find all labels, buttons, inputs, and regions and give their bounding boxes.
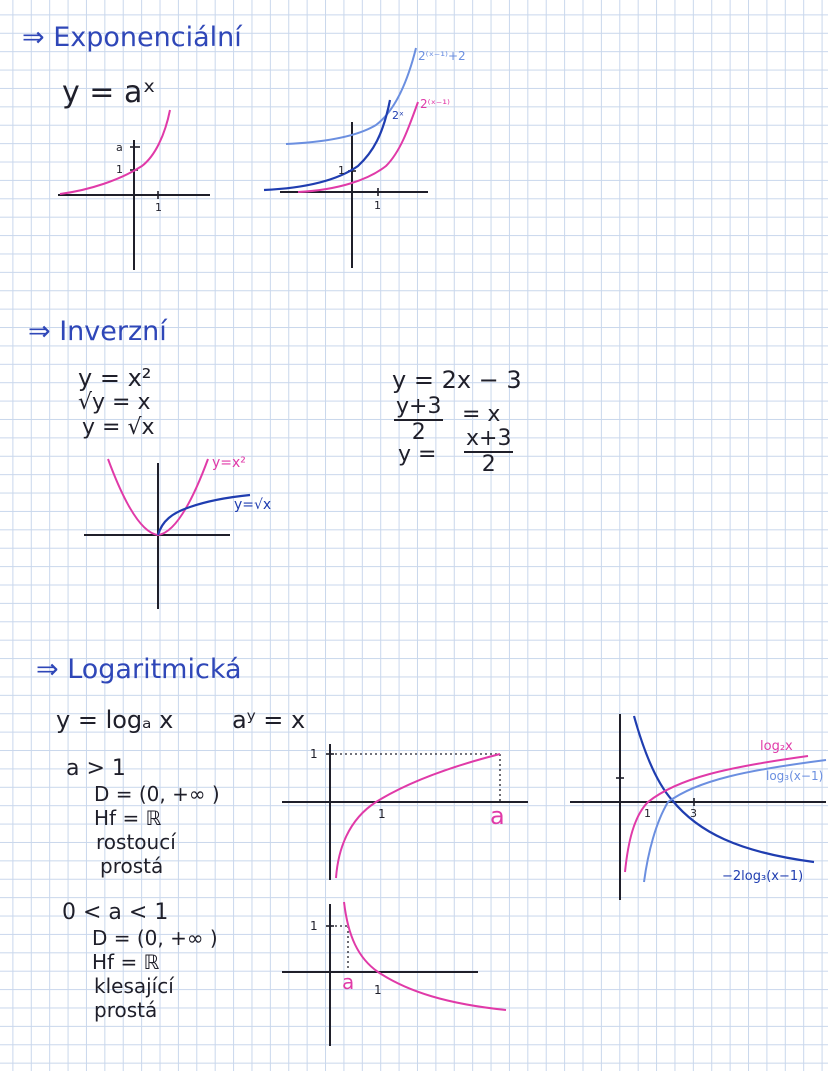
inverse-line-1: y = x² [78,364,152,392]
inverse-fraction-1-num: y+3 [396,394,442,419]
inverse-fraction-2-den: 2 [481,452,496,477]
log-case1-range: Hf = ℝ [94,806,162,830]
log-case1-injective: prostá [100,854,164,878]
section-title-exponential: ⇒ Exponenciální [22,22,242,53]
exponential-graph-basic [50,100,220,275]
inverse-line-2: √y = x [78,390,151,415]
exp-graph1-tick-x1: 1 [155,201,162,214]
inverse-label-root: y=√x [234,497,272,513]
log-case2-injective: prostá [94,998,158,1022]
log-case1-domain: D = (0, +∞ ) [94,782,220,806]
log-graph2-tick-x1: 1 [374,983,382,997]
section-title-inverse: ⇒ Inverzní [28,316,167,347]
log-graph1-tick-x1: 1 [378,807,386,821]
log-graph3-tick-x1: 1 [644,807,651,820]
exponential-graph-shifts [258,40,458,275]
log-formula-right: aʸ = x [232,706,306,734]
log-case2-domain: D = (0, +∞ ) [92,926,218,950]
inverse-line-3: y = √x [82,415,155,440]
log-case1-condition: a > 1 [66,756,126,781]
log-case2-condition: 0 < a < 1 [62,900,169,925]
exp-graph2-tick-x1: 1 [374,199,381,212]
inverse-fraction-2 [464,428,513,476]
inverse-fraction-1-den: 2 [411,420,426,445]
log-case1-monotonic: rostoucí [96,830,176,854]
log-label-log2: log₂x [760,739,793,754]
exponential-formula: y = aˣ [62,75,156,110]
exp-graph1-tick-a: a [116,141,123,154]
log-case2-range: Hf = ℝ [92,950,160,974]
inverse-label-square: y=x² [212,455,246,471]
log-case2-monotonic: klesající [94,974,174,998]
inverse-fraction-1 [394,396,443,444]
log-graph1-tick-y1: 1 [310,747,318,761]
section-title-logarithmic: ⇒ Logaritmická [36,654,242,685]
exp-label-shift-right: 2⁽ˣ⁻¹⁾ [420,97,450,111]
log-graph1-label-a: a [490,802,505,830]
exp-graph1-tick-y1: 1 [116,163,123,176]
inverse-fraction-2-num: x+3 [466,426,512,451]
log-graph2-tick-y1: 1 [310,919,318,933]
log-formula-left: y = logₐ x [56,706,174,734]
inverse-lhs-2: y = [398,442,437,467]
exp-graph2-tick-y1: 1 [338,164,345,177]
exp-label-base: 2ˣ [392,109,404,122]
inverse-fraction-1-rhs: = x [462,402,501,427]
log-graph2-label-a: a [342,970,355,994]
log-label-neg: −2log₃(x−1) [722,869,804,884]
inverse-graph [80,455,300,615]
log-label-log3: log₃(x−1) [766,769,824,783]
exp-label-shift-up: 2⁽ˣ⁻¹⁾+2 [418,49,466,63]
log-graph3-tick-x3: 3 [690,807,697,820]
inverse-right-eq1: y = 2x − 3 [392,366,522,394]
